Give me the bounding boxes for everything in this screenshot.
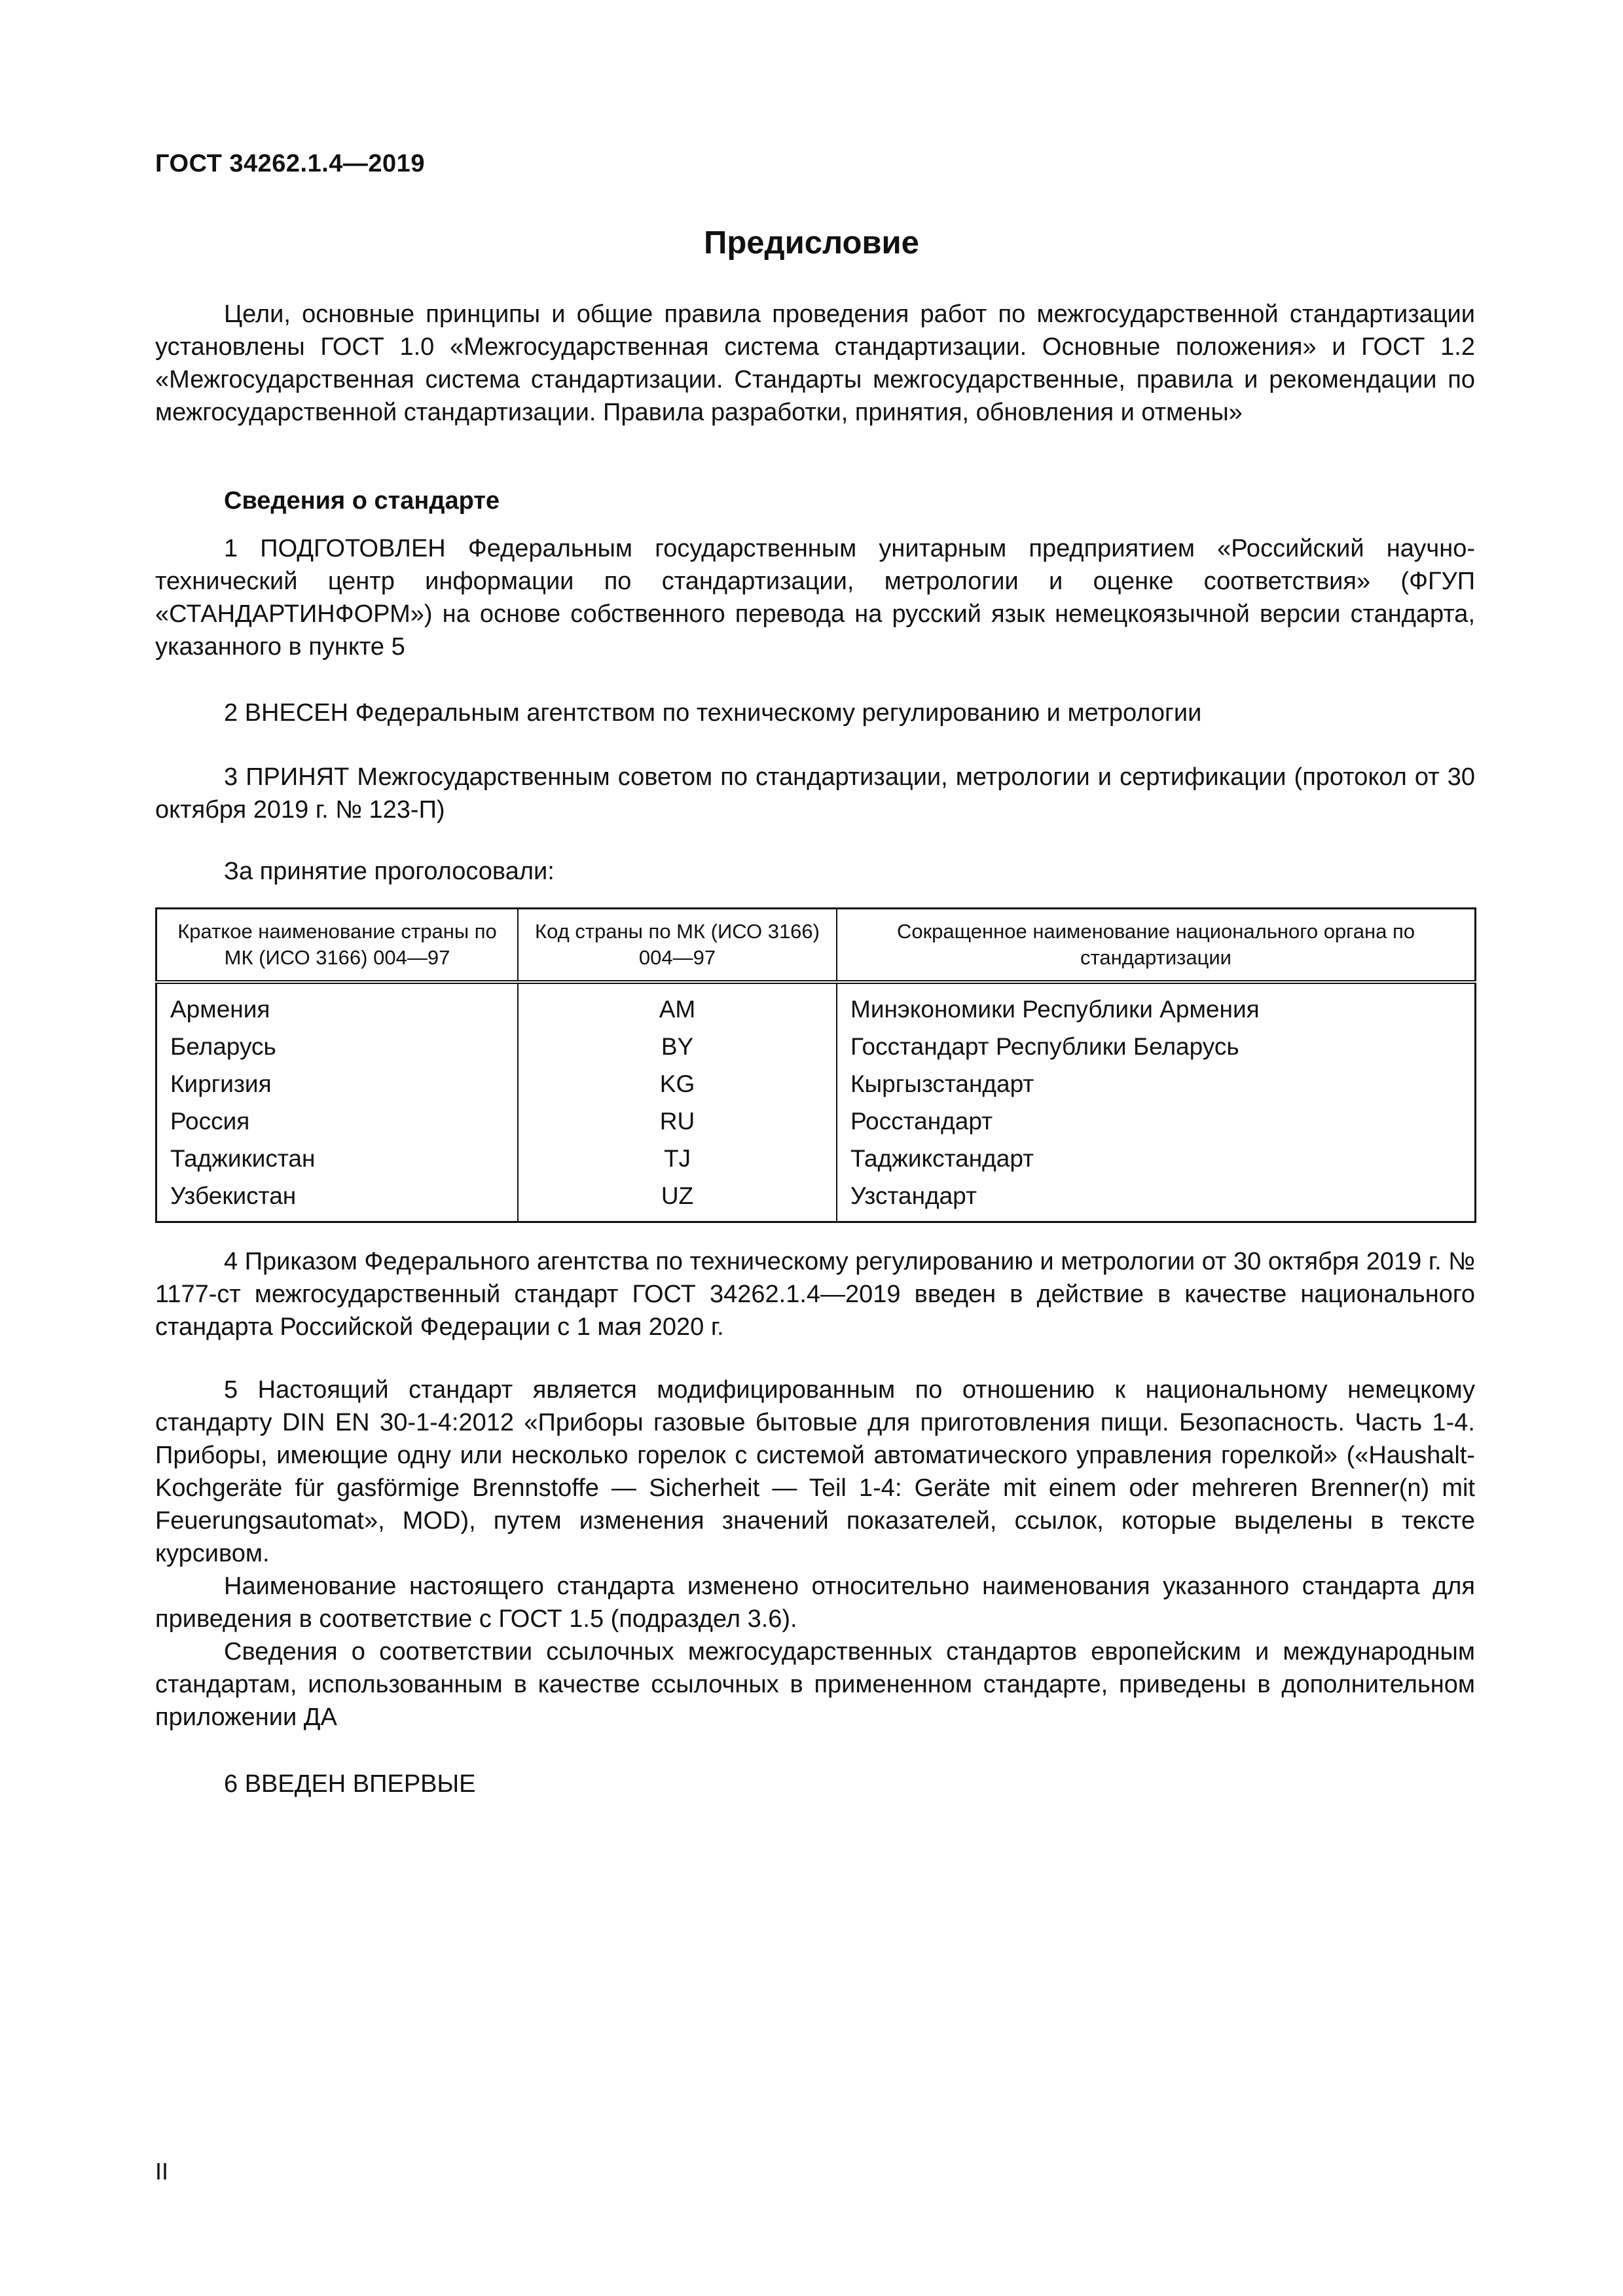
item-6-paragraph: 6 ВВЕДЕН ВПЕРВЫЕ [224,1770,476,1798]
country-code-cell: UZ [518,1177,837,1222]
country-code-cell: RU [518,1102,837,1140]
table-header-row [156,909,1476,983]
table-row [156,1140,1476,1177]
item-5-references-note: Сведения о соответствии ссылочных межгосударственных стандартов европейским и международным стандартам, использованным в качестве ссылочных в примененном стандарте, приведены в дополнительном приложении ДА [155,1638,1475,1731]
country-code-cell: TJ [518,1140,837,1177]
column-header-code: Код страны по МК (ИСО 3166) 004—97 [518,909,837,983]
organization-cell: Госстандарт Республики Беларусь [837,1028,1476,1065]
country-name-cell: Беларусь [156,1028,519,1065]
page-title: Предисловие [704,225,919,261]
section-heading: Сведения о стандарте [224,487,500,515]
table-row [156,1028,1476,1065]
column-header-organization: Сокращенное наименование национального органа по стандартизации [837,909,1476,983]
country-code-cell: BY [518,1028,837,1065]
country-name-cell: Армения [156,982,519,1028]
item-3-paragraph: 3 ПРИНЯТ Межгосударственным советом по стандартизации, метрологии и сертификации (протокол от 30 октября 2019 г. № 123-П) [155,763,1475,824]
organization-cell: Узстандарт [837,1177,1476,1222]
item-2-paragraph: 2 ВНЕСЕН Федеральным агентством по техническому регулированию и метрологии [224,699,1202,727]
vote-label: За принятие проголосовали: [224,858,555,885]
organization-cell: Минэкономики Республики Армения [837,982,1476,1028]
column-header-country: Краткое наименование страны по МК (ИСО 3166) 004—97 [156,909,519,983]
country-code-cell: AM [518,982,837,1028]
page-number: II [155,2158,169,2185]
item-5-name-note: Наименование настоящего стандарта изменено относительно наименования указанного стандарта для приведения в соответствие с ГОСТ 1.5 (подраздел 3.6). [155,1573,1475,1633]
table-row [156,1065,1476,1102]
table-row [156,1177,1476,1222]
document-header: ГОСТ 34262.1.4—2019 [155,150,425,177]
country-name-cell: Россия [156,1102,519,1140]
country-name-cell: Киргизия [156,1065,519,1102]
organization-cell: Кыргызстандарт [837,1065,1476,1102]
item-4-paragraph: 4 Приказом Федерального агентства по техническому регулированию и метрологии от 30 октября 2019 г. № 1177-ст межгосударственный стандарт ГОСТ 34262.1.4—2019 введен в действие в качестве национального стандарта Российской Федерации с 1 мая 2020 г. [155,1248,1475,1341]
item-1-paragraph: 1 ПОДГОТОВЛЕН Федеральным государственным унитарным предприятием «Российский научно-технический центр информации по стандартизации, метрологии и оценке соответствия» (ФГУП «СТАНДАРТИНФОРМ») на основе собственного перевода на русский язык немецкоязычной версии стандарта, указанного в пункте 5 [155,535,1475,661]
table-row [156,1102,1476,1140]
organization-cell: Таджикстандарт [837,1140,1476,1177]
organization-cell: Росстандарт [837,1102,1476,1140]
table-row [156,982,1476,1028]
countries-table [155,907,1476,1223]
country-code-cell: KG [518,1065,837,1102]
item-5-paragraph: 5 Настоящий стандарт является модифицированным по отношению к национальному немецкому стандарту DIN EN 30-1-4:2012 «Приборы газовые бытовые для приготовления пищи. Безопасность. Часть 1-4. Приборы, имеющие одну или несколько горелок с системой автоматического управления горелкой» («Haushalt-Kochgeräte für gasförmige Brennstoffe — Sicherheit — Teil 1-4: Geräte mit einem oder mehreren Brenner(n) mit Feuerungsautomat», MOD), путем изменения значений показателей, ссылок, которые выделены в тексте курсивом. [155,1376,1475,1567]
country-name-cell: Таджикистан [156,1140,519,1177]
country-name-cell: Узбекистан [156,1177,519,1222]
intro-paragraph: Цели, основные принципы и общие правила проведения работ по межгосударственной стандартизации установлены ГОСТ 1.0 «Межгосударственная система стандартизации. Основные положения» и ГОСТ 1.2 «Межгосударственная система стандартизации. Стандарты межгосударственные, правила и рекомендации по межгосударственной стандартизации. Правила разработки, принятия, обновления и отмены» [155,301,1475,426]
